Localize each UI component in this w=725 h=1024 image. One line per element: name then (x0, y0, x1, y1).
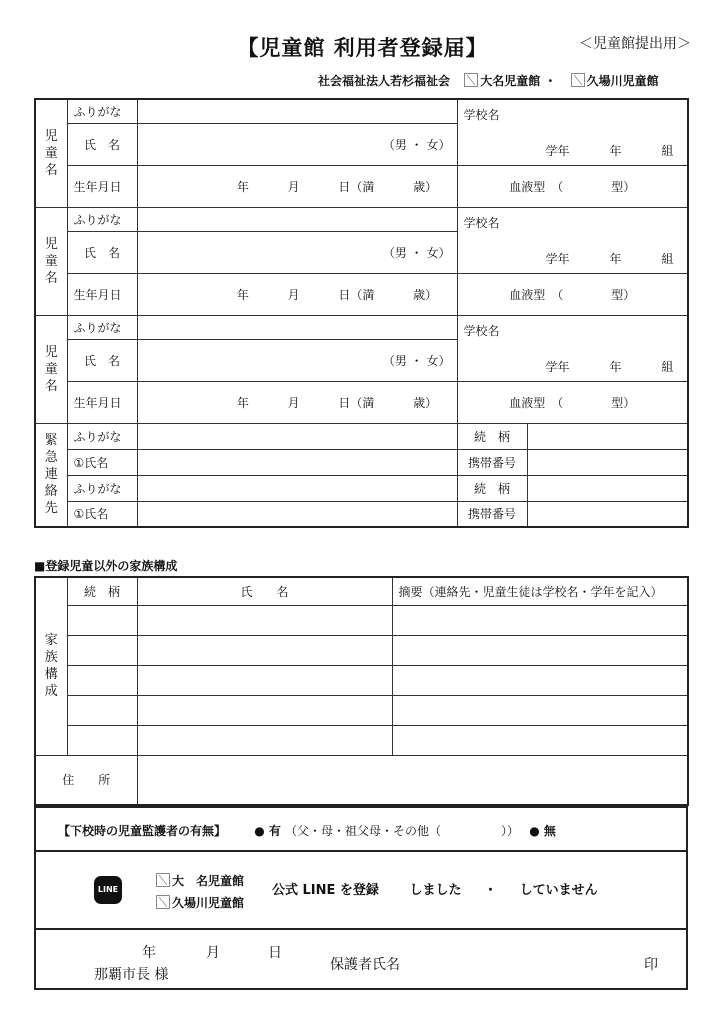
furigana-field[interactable] (137, 207, 457, 231)
line-done-option[interactable]: しました (409, 883, 462, 898)
family-section-label: 家族構成 (35, 577, 67, 755)
name-label: 氏 名 (67, 339, 137, 381)
furigana-label: ふりがな (67, 99, 137, 123)
family-relation-cell[interactable] (67, 665, 137, 695)
child-3-label: 児童名 (35, 315, 67, 423)
furigana-label: ふりがな (67, 423, 137, 449)
family-notes-cell[interactable] (392, 605, 688, 635)
birthdate-field[interactable]: 年 月 日（満 歳） (137, 165, 457, 207)
line-not-done-option[interactable]: していません (519, 883, 598, 898)
family-relation-cell[interactable] (67, 695, 137, 725)
family-notes-cell[interactable] (392, 695, 688, 725)
furigana-label: ふりがな (67, 207, 137, 231)
birthdate-label: 生年月日 (67, 273, 137, 315)
school-label: 学校名 (463, 215, 500, 230)
guardian-no-option[interactable]: ● 無 (529, 824, 556, 838)
name-label: 氏 名 (67, 231, 137, 273)
relation-header: 続 柄 (67, 577, 137, 605)
family-name-cell[interactable] (137, 725, 392, 755)
line-logo-icon: LINE (94, 876, 122, 904)
checkbox-icon[interactable] (156, 873, 170, 887)
family-relation-cell[interactable] (67, 725, 137, 755)
mobile-field[interactable] (527, 449, 688, 475)
footer-year: 年 (142, 945, 156, 961)
contact-name-field[interactable] (137, 501, 457, 527)
furigana-label: ふりがな (67, 475, 137, 501)
organization-line (318, 72, 659, 89)
guardian-options: （父・母・祖父母・その他（ ）） (285, 824, 520, 838)
checkbox-icon[interactable] (571, 73, 585, 87)
grade-label: 学年 (545, 143, 570, 158)
relation-label: 続 柄 (457, 475, 527, 501)
addressee: 那覇市長 様 (94, 967, 169, 983)
family-name-cell[interactable] (137, 605, 392, 635)
mobile-label: 携帯番号 (457, 501, 527, 527)
line-option-separator: ・ (484, 883, 498, 898)
footer-box (34, 928, 688, 990)
form-title: 【児童館 利用者登録届】 (237, 36, 488, 60)
school-field[interactable]: 学校名 学年 年 組 (457, 207, 688, 273)
center-1-label: 大名児童館 (480, 74, 541, 88)
line-center-1[interactable]: 大 名児童館 (156, 870, 244, 892)
center-2-label: 久場川児童館 (586, 74, 659, 88)
guardian-yes-option[interactable]: ● 有 (254, 824, 281, 838)
address-label: 住 所 (35, 755, 137, 805)
line-center-2[interactable]: 久場川児童館 (156, 892, 244, 914)
checkbox-icon[interactable] (156, 895, 170, 909)
blood-type-field[interactable]: 血液型 （ 型） (457, 165, 688, 207)
birthdate-label: 生年月日 (67, 381, 137, 423)
blood-type-field[interactable]: 血液型 （ 型） (457, 381, 688, 423)
blood-type-field[interactable]: 血液型 （ 型） (457, 273, 688, 315)
center-separator: ・ (544, 74, 557, 88)
birthdate-label: 生年月日 (67, 165, 137, 207)
school-field[interactable]: 学校名 学年 年 組 (457, 315, 688, 381)
family-relation-cell[interactable] (67, 605, 137, 635)
footer-month: 月 (206, 945, 220, 961)
family-table (34, 576, 689, 806)
family-notes-cell[interactable] (392, 635, 688, 665)
furigana-field[interactable] (137, 423, 457, 449)
emergency-contact-label: 緊急連絡先 (35, 423, 67, 527)
guardian-label: 【下校時の児童監護者の有無】 (58, 824, 227, 838)
school-field[interactable] (457, 99, 688, 165)
contact-name-field[interactable] (137, 449, 457, 475)
line-box (34, 850, 688, 930)
birthdate-field[interactable]: 年 月 日（満 歳） (137, 381, 457, 423)
footer-day: 日 (268, 945, 282, 961)
furigana-field[interactable] (137, 475, 457, 501)
name-field[interactable]: （男 ・ 女） (137, 231, 457, 273)
family-relation-cell[interactable] (67, 635, 137, 665)
school-label: 学校名 (463, 323, 500, 338)
name-field[interactable]: （男 ・ 女） (137, 123, 457, 165)
guardian-box (34, 806, 688, 852)
mobile-field[interactable] (527, 501, 688, 527)
furigana-field[interactable] (137, 315, 457, 339)
line-register-label: 公式 LINE を登録 (272, 883, 379, 898)
family-section-heading: ■登録児童以外の家族構成 (34, 559, 178, 573)
name-header: 氏 名 (137, 577, 392, 605)
checkbox-icon[interactable] (464, 73, 478, 87)
contact-name-label: ①氏名 (67, 501, 137, 527)
furigana-field[interactable] (137, 99, 457, 123)
furigana-label: ふりがな (67, 315, 137, 339)
seal-label: 印 (644, 957, 658, 973)
child-2-label: 児童名 (35, 207, 67, 315)
family-name-cell[interactable] (137, 695, 392, 725)
school-label: 学校名 (463, 108, 500, 122)
relation-field[interactable] (527, 475, 688, 501)
notes-header: 摘要（連絡先・児童生徒は学校名・学年を記入） (392, 577, 688, 605)
child-registration-table (34, 98, 689, 528)
guardian-name-field[interactable] (416, 952, 636, 974)
organization-name: 社会福祉法人若杉福祉会 (318, 74, 451, 88)
family-notes-cell[interactable] (392, 725, 688, 755)
relation-label: 続 柄 (457, 423, 527, 449)
mobile-label: 携帯番号 (457, 449, 527, 475)
submit-note: ＜児童館提出用＞ (579, 36, 691, 52)
birthdate-field[interactable]: 年 月 日（満 歳） (137, 273, 457, 315)
guardian-name-label: 保護者氏名 (330, 957, 400, 973)
relation-field[interactable] (527, 423, 688, 449)
family-name-cell[interactable] (137, 635, 392, 665)
child-1-label: 児童名 (35, 99, 67, 207)
family-notes-cell[interactable] (392, 665, 688, 695)
nen-label: 年 (609, 143, 622, 158)
family-name-cell[interactable] (137, 665, 392, 695)
name-label: 氏 名 (67, 123, 137, 165)
contact-name-label: ①氏名 (67, 449, 137, 475)
kumi-label: 組 (661, 143, 674, 158)
name-field[interactable]: （男 ・ 女） (137, 339, 457, 381)
address-field[interactable] (137, 755, 688, 805)
